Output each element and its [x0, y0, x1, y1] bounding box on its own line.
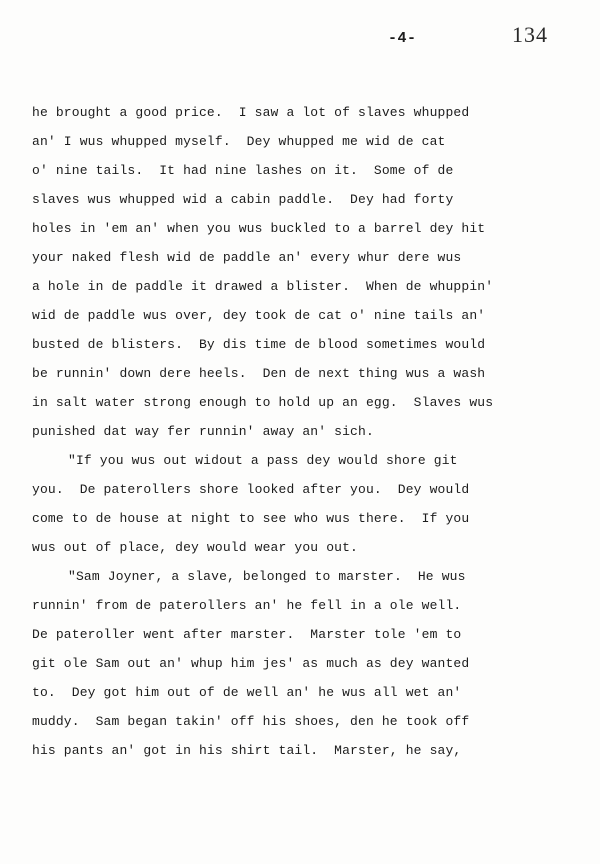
text-line: wus out of place, dey would wear you out. — [32, 540, 359, 555]
text-line: be runnin' down dere heels. Den de next thing wus a wash — [32, 366, 486, 381]
text-line: runnin' from de paterollers an' he fell in a ole well. — [32, 598, 462, 613]
text-line: come to de house at night to see who wus there. If you — [32, 511, 470, 526]
text-line: o' nine tails. It had nine lashes on it. Some of de — [32, 163, 454, 178]
text-line: punished dat way fer runnin' away an' sich. — [32, 424, 374, 439]
text-line: in salt water strong enough to hold up an egg. Slaves wus — [32, 395, 494, 410]
body-text — [32, 98, 592, 765]
text-line: he brought a good price. I saw a lot of slaves whupped — [32, 105, 470, 120]
text-line: muddy. Sam began takin' off his shoes, den he took off — [32, 714, 470, 729]
text-line: a hole in de paddle it drawed a blister. When de whuppin' — [32, 279, 494, 294]
text-line: wid de paddle wus over, dey took de cat o' nine tails an' — [32, 308, 486, 323]
text-line: De pateroller went after marster. Marster tole 'em to — [32, 627, 462, 642]
text-line: holes in 'em an' when you wus buckled to a barrel dey hit — [32, 221, 486, 236]
page-number: 134 — [512, 22, 548, 47]
text-line: you. De paterollers shore looked after you. Dey would — [32, 482, 470, 497]
text-line: busted de blisters. By dis time de blood sometimes would — [32, 337, 486, 352]
text-line: to. Dey got him out of de well an' he wus all wet an' — [32, 685, 462, 700]
page-label: -4- — [388, 30, 417, 47]
text-line: git ole Sam out an' whup him jes' as much as dey wanted — [32, 656, 470, 671]
text-line: "If you wus out widout a pass dey would shore git — [68, 453, 458, 468]
text-line: his pants an' got in his shirt tail. Marster, he say, — [32, 743, 462, 758]
text-line: an' I wus whupped myself. Dey whupped me wid de cat — [32, 134, 446, 149]
text-line: "Sam Joyner, a slave, belonged to marster. He wus — [68, 569, 466, 584]
text-line: slaves wus whupped wid a cabin paddle. Dey had forty — [32, 192, 454, 207]
text-line: your naked flesh wid de paddle an' every whur dere wus — [32, 250, 462, 265]
